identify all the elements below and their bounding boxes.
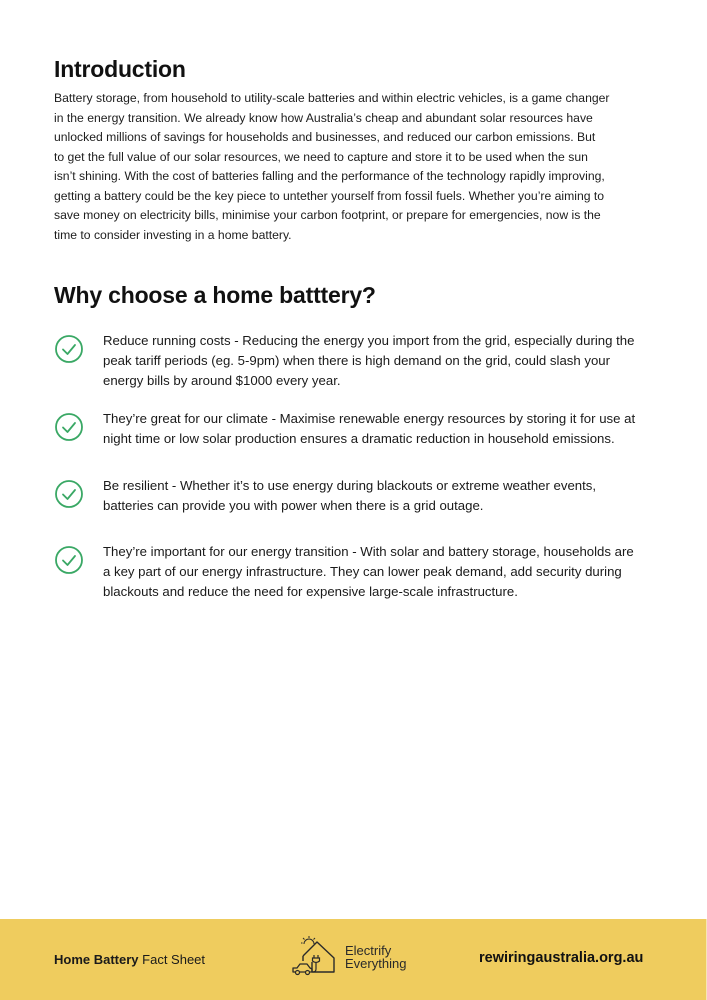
benefit-line: energy bills by around $1000 every year. <box>103 373 341 388</box>
benefit-line: They’re important for our energy transition - With solar and battery storage, households are <box>103 544 634 559</box>
benefit-text <box>103 331 693 391</box>
footer-bar <box>0 919 707 1000</box>
benefit-text <box>103 476 693 516</box>
intro-line: save money on electricity bills, minimise your carbon footprint, or prepare for emergencies, now is the <box>54 208 601 222</box>
benefit-line: night time or low solar production ensures a dramatic reduction in household emissions. <box>103 431 615 446</box>
logo-line-electrify: Electrify <box>345 943 392 958</box>
benefit-text <box>103 542 693 602</box>
intro-line: to get the full value of our solar resources, we need to capture and store it to be used when the sun <box>54 149 588 164</box>
check-circle-icon <box>54 412 84 442</box>
electrify-everything-logo <box>290 934 425 980</box>
check-circle-icon <box>54 545 84 575</box>
why-choose-heading: Why choose a home batttery? <box>54 282 376 308</box>
benefit-text <box>103 409 693 449</box>
benefit-line: peak tariff periods (eg. 5-9pm) when there is high demand on the grid, could slash your <box>103 353 611 368</box>
intro-line: in the energy transition. We already know how Australia’s cheap and abundant solar resources have <box>54 110 593 125</box>
intro-line: unlocked millions of savings for households and businesses, and reduced our carbon emissions. But <box>54 130 596 144</box>
benefit-line: blackouts and reduce the need for expensive large-scale infrastructure. <box>103 584 518 599</box>
intro-line: time to consider investing in a home battery. <box>54 227 292 242</box>
logo-line-everything: Everything <box>345 956 407 971</box>
check-circle-icon <box>54 334 84 364</box>
check-circle-icon <box>54 479 84 509</box>
intro-line: Battery storage, from household to utility-scale batteries and within electric vehicles, is a game changer <box>54 91 610 105</box>
logo-wordmark <box>345 944 406 970</box>
intro-line: getting a battery could be the key piece to untether yourself from fossil fuels. Whether you’re aiming to <box>54 188 605 203</box>
introduction-paragraph <box>54 89 664 245</box>
benefit-line: Be resilient - Whether it’s to use energy during blackouts or extreme weather events, <box>103 478 597 493</box>
footer-website-link[interactable]: rewiringaustralia.org.au <box>479 950 644 966</box>
footer-title-bold: Home Battery <box>54 952 139 967</box>
intro-line: isn’t shining. With the cost of batteries falling and the performance of the technology rapidly improving, <box>54 169 605 183</box>
footer-document-title <box>54 952 205 967</box>
benefit-line: They’re great for our climate - Maximise renewable energy resources by storing it for use at <box>103 411 636 426</box>
introduction-heading: Introduction <box>54 56 186 82</box>
benefit-line: Reduce running costs - Reducing the energy you import from the grid, especially during the <box>103 333 635 348</box>
footer-title-rest: Fact Sheet <box>138 952 206 967</box>
benefit-line: batteries can provide you with power when there is a grid outage. <box>103 498 484 513</box>
benefit-line: a key part of our energy infrastructure. They can lower peak demand, add security during <box>103 564 622 579</box>
house-sun-car-plug-icon <box>290 934 344 980</box>
